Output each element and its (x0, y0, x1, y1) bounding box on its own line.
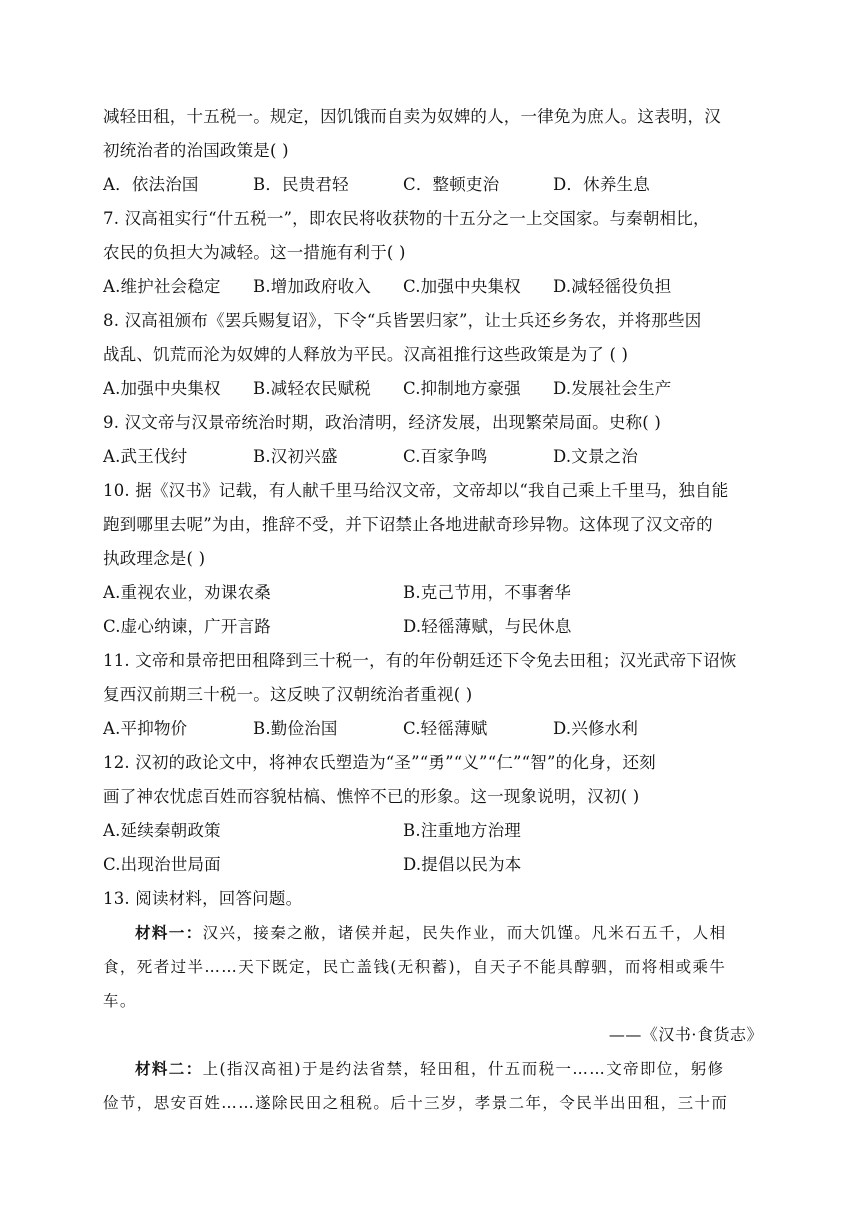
q13-material1-source: ——《汉书·食货志》 (608, 1025, 763, 1044)
q13-material1-line3: 车。 (103, 992, 137, 1010)
q12-option-c: C.出现治世局面 (103, 855, 221, 874)
q6-option-a: A．依法治国 (103, 175, 199, 194)
q13-material1-text1: 汉兴，接秦之敝，诸侯并起，民失作业，而大饥馑。凡米石五千，人相 (202, 924, 727, 942)
q6-option-d: D．休养生息 (553, 175, 650, 194)
q7-option-b: B.增加政府收入 (253, 277, 371, 296)
q9-option-b: B.汉初兴盛 (253, 447, 338, 466)
q6-option-c: C．整顿吏治 (403, 175, 500, 194)
q7-stem-line1: 7. 汉高祖实行“什五税一”，即农民将收获物的十五分之一上交国家。与秦朝相比， (103, 209, 710, 228)
q11-option-d: D.兴修水利 (553, 719, 639, 738)
q10-option-d: D.轻徭薄赋，与民休息 (403, 617, 572, 636)
q10-options-row1 (103, 576, 763, 610)
q12-options-row1 (103, 814, 763, 848)
q6-stem-line2: 初统治者的治国政策是( ) (103, 141, 289, 160)
q11-stem-line1: 11. 文帝和景帝把田租降到三十税一，有的年份朝廷还下令免去田租；汉光武帝下诏恢 (103, 651, 737, 670)
q13-material1-line2: 食，死者过半……天下既定，民亡盖钱(无积蓄)，自天子不能具醇驷，而将相或乘牛 (103, 958, 727, 976)
q10-option-b: B.克己节用，不事奢华 (403, 583, 572, 602)
q9-stem-line1: 9. 汉文帝与汉景帝统治时期，政治清明，经济发展，出现繁荣局面。史称( ) (103, 413, 662, 432)
q6-option-b: B．民贵君轻 (253, 175, 349, 194)
q10-option-c: C.虚心纳谏，广开言路 (103, 617, 271, 636)
q11-option-b: B.勤俭治国 (253, 719, 338, 738)
q13-material1-label: 材料一： (135, 923, 203, 942)
q6-stem-line1: 减轻田租，十五税一。规定，因饥饿而自卖为奴婢的人，一律免为庶人。这表明，汉 (103, 107, 721, 126)
q9-option-d: D.文景之治 (553, 447, 639, 466)
q12-stem-line1: 12. 汉初的政论文中，将神农氏塑造为“圣”“勇”“义”“仁”“智”的化身，还刻 (103, 753, 656, 772)
q10-stem-line2: 跑到哪里去呢”为由，推辞不受，并下诏禁止各地进献奇珍异物。这体现了汉文帝的 (103, 515, 713, 534)
q8-option-b: B.减轻农民赋税 (253, 379, 371, 398)
q12-option-b: B.注重地方治理 (403, 821, 521, 840)
q7-option-d: D.减轻徭役负担 (553, 277, 672, 296)
q9-option-a: A.武王伐纣 (103, 447, 188, 466)
q12-option-d: D.提倡以民为本 (403, 855, 522, 874)
q13-material1-line1 (103, 916, 763, 950)
q13-material2-line1 (103, 1052, 763, 1086)
q11-options (103, 712, 763, 746)
q13-material2-label: 材料二： (135, 1059, 203, 1078)
q7-stem-line2: 农民的负担大为减轻。这一措施有利于( ) (103, 243, 406, 262)
q8-option-c: C.抑制地方豪强 (403, 379, 521, 398)
q9-option-c: C.百家争鸣 (403, 447, 488, 466)
q9-options (103, 440, 763, 474)
q13-title: 13. 阅读材料，回答问题。 (103, 889, 303, 908)
q7-option-c: C.加强中央集权 (403, 277, 521, 296)
q7-option-a: A.维护社会稳定 (103, 277, 221, 296)
q12-stem-line2: 画了神农忧虑百姓而容貌枯槁、憔悴不已的形象。这一现象说明，汉初( ) (103, 787, 640, 806)
q6-options (103, 168, 763, 202)
q7-options (103, 270, 763, 304)
q11-option-c: C.轻徭薄赋 (403, 719, 488, 738)
q8-stem-line2: 战乱、饥荒而沦为奴婢的人释放为平民。汉高祖推行这些政策是为了 ( ) (103, 345, 629, 364)
q8-stem-line1: 8. 汉高祖颁布《罢兵赐复诏》，下令“兵皆罢归家”，让士兵还乡务农，并将那些因 (103, 311, 702, 330)
q11-stem-line2: 复西汉前期三十税一。这反映了汉朝统治者重视( ) (103, 685, 473, 704)
q12-option-a: A.延续秦朝政策 (103, 821, 221, 840)
q10-option-a: A.重视农业，劝课农桑 (103, 583, 271, 602)
q10-stem-line3: 执政理念是( ) (103, 549, 206, 568)
q13-material2-line2: 俭节，思安百姓……遂除民田之租税。后十三岁，孝景二年，令民半出田租，三十而 (103, 1094, 729, 1112)
exam-page (103, 100, 763, 1120)
q8-options (103, 372, 763, 406)
q10-options-row2 (103, 610, 763, 644)
q8-option-d: D.发展社会生产 (553, 379, 672, 398)
q8-option-a: A.加强中央集权 (103, 379, 221, 398)
q13-material2-text1: 上(指汉高祖)于是约法省禁，轻田租，什五而税一……文帝即位，躬修 (202, 1060, 725, 1078)
q11-option-a: A.平抑物价 (103, 719, 188, 738)
q10-stem-line1: 10. 据《汉书》记载，有人献千里马给汉文帝，文帝却以“我自己乘上千里马，独自能 (103, 481, 729, 500)
q12-options-row2 (103, 848, 763, 882)
